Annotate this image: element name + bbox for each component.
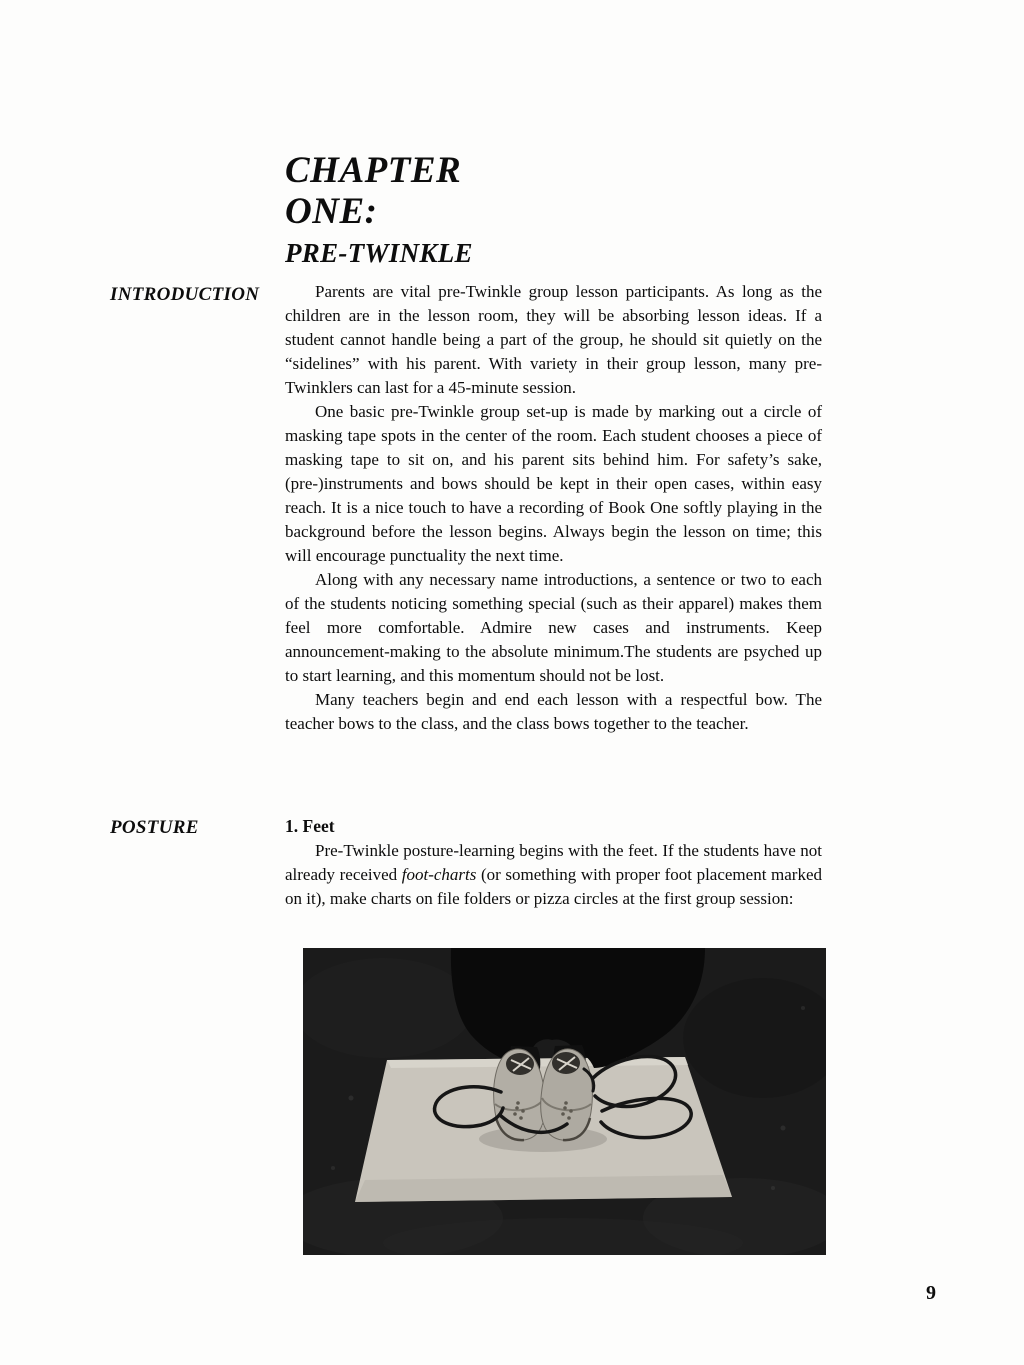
chapter-heading xyxy=(285,150,473,270)
posture-paragraph-text-after: (or something with proper foot placement marked on it), make charts on file folders or pizza circles at the first group session: xyxy=(285,865,822,908)
chapter-title-line2: ONE: xyxy=(285,191,378,232)
introduction-section xyxy=(285,280,822,736)
chapter-title-line1: CHAPTER xyxy=(285,150,462,191)
posture-paragraph-text-before: Pre-Twinkle posture-learning begins with the feet. If the students have not already received xyxy=(285,841,822,884)
introduction-paragraph-1: Parents are vital pre-Twinkle group lesson participants. As long as the children are in the lesson room, they will be absorbing lesson ideas. If a student cannot handle being a part of the group, he should sit quietly on the “sidelines” with his parent. With variety in their group lesson, many pre-Twinklers can last for a 45-minute session. xyxy=(285,282,822,397)
margin-label-introduction: INTRODUCTION xyxy=(110,284,260,305)
introduction-paragraph-4: Many teachers begin and end each lesson with a respectful bow. The teacher bows to the class, and the class bows together to the teacher. xyxy=(285,690,822,733)
foot-chart-photo-illustration xyxy=(303,948,826,1255)
page-number: 9 xyxy=(926,1282,936,1304)
introduction-paragraph-2: One basic pre-Twinkle group set-up is made by marking out a circle of masking tape spots in the center of the room. Each student chooses a piece of masking tape to sit on, and his parent sits behind him. For safety’s sake, (pre-)instruments and bows should be kept in their open cases, within easy reach. It is a nice touch to have a recording of Book One softly playing in the background before the lesson begins. Always begin the lesson on time; this will encourage punctuality the next time. xyxy=(285,402,822,565)
posture-paragraph xyxy=(285,839,822,911)
introduction-paragraph-3: Along with any necessary name introductions, a sentence or two to each of the students noticing something special (such as their apparel) makes them feel more comfortable. Admire new cases and instruments. Keep announcement-making to the absolute minimum.The students are psyched up to start learning, and this momentum should not be lost. xyxy=(285,570,822,685)
posture-paragraph-italic-term: foot-charts xyxy=(401,865,477,884)
chapter-subtitle: PRE-TWINKLE xyxy=(285,238,473,268)
margin-label-posture: POSTURE xyxy=(110,817,199,838)
foot-chart-photo xyxy=(303,948,826,1255)
posture-section xyxy=(285,813,822,911)
posture-subheading: 1. Feet xyxy=(285,816,335,836)
